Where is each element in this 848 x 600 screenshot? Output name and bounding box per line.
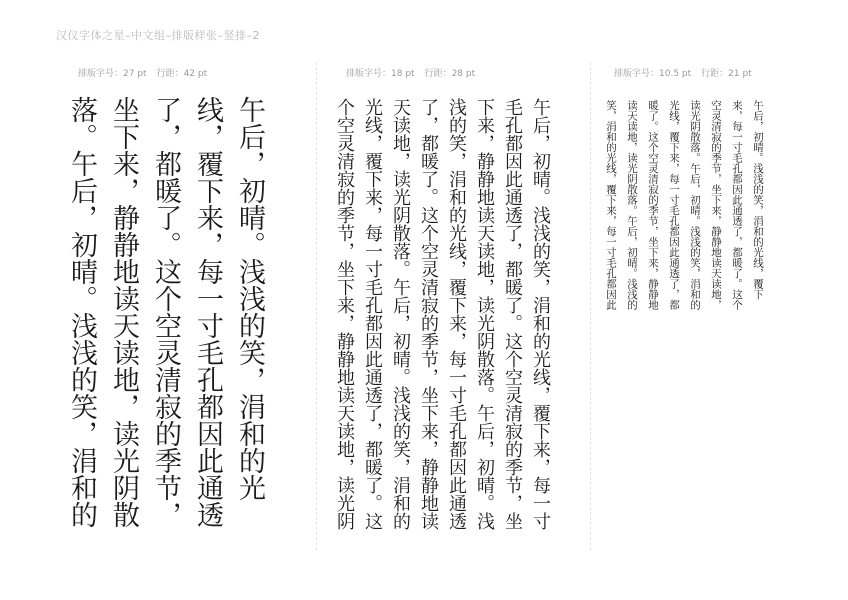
panel-2-size-label: 排版字号：18 pt [346,69,415,79]
panel-1-vertical-text: 午后，初晴。浅浅的笑，涓和的光线，覆下来，每一寸毛孔都因此通透了，都暖了。这个空灵清寂的季节，坐下来，静静地读天读地，读光阴散落。午后，初晴。浅浅的笑，涓和的 [66,96,265,528]
panel-divider [590,62,591,550]
panel-2-vertical-text: 午后，初晴。浅浅的笑，涓和的光线，覆下来，每一寸毛孔都因此通透了，都暖了。这个空灵清寂的季节，坐下来，静静地读天读地，读光阴散落。午后，初晴。浅浅的笑，涓和的光线，覆下来，每一寸毛孔都因此通透了，都暖了。这个空灵清寂的季节，坐下来，静静地读天读地，读光阴散落。午后，初晴。浅浅的笑，涓和的光线，覆下来，每一寸毛孔都因此通透了，都暖了。这个空灵清寂的季节，坐下来，静静地读天读地，读光阴 [334,98,551,530]
panel-divider [316,62,317,550]
panel-1-label [78,66,207,79]
panel-3-leading-label: 行距：21 pt [701,69,752,79]
panel-3-vertical-text: 午后，初晴。浅浅的笑，涓和的光线，覆下来，每一寸毛孔都因此通透了，都暖了。这个空灵清寂的季节，坐下来，静静地读天读地，读光阴散落。午后，初晴。浅浅的笑，涓和的光线，覆下来，每一寸毛孔都因此通透了，都暖了。这个空灵清寂的季节，坐下来，静静地读天读地，读光阴散落。午后，初晴。浅浅的笑，涓和的光线，覆下来，每一寸毛孔都因此 [605,100,764,310]
panel-2-label [346,66,475,79]
panel-1-size-label: 排版字号：27 pt [78,69,147,79]
panel-1-leading-label: 行距：42 pt [156,69,208,79]
page-title: 汉仪字体之星–中文组–排版样张–竖排–2 [56,29,260,42]
panel-3-size-label: 排版字号：10.5 pt [614,69,692,79]
panel-2-leading-label: 行距：28 pt [424,69,476,79]
panel-3-label [614,66,752,79]
